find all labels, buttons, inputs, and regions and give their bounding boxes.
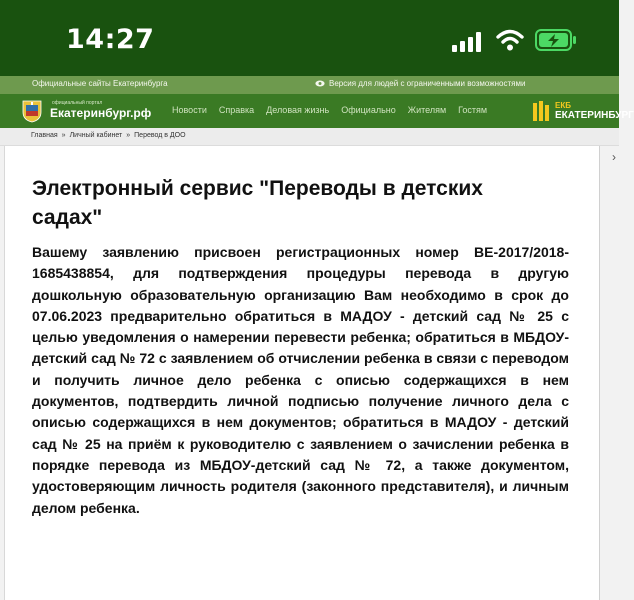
- breadcrumb-bar: [0, 128, 619, 146]
- content-panel: [4, 146, 600, 600]
- main-nav: [172, 105, 499, 115]
- page-title: Электронный сервис "Переводы в детских садах": [32, 177, 483, 229]
- topbar: [0, 76, 619, 94]
- status-time: 14:27: [66, 24, 155, 55]
- nav-item-news[interactable]: Новости: [172, 105, 207, 115]
- breadcrumb-home[interactable]: Главная: [31, 132, 58, 139]
- breadcrumb: [31, 132, 186, 139]
- nav-item-business[interactable]: Деловая жизнь: [266, 105, 330, 115]
- accessibility-link[interactable]: [315, 79, 525, 88]
- battery-charging-icon: [535, 29, 577, 51]
- eye-icon: [315, 80, 325, 87]
- nav-item-guests[interactable]: Гостям: [458, 105, 488, 115]
- ekaterinburg-logo[interactable]: [533, 99, 634, 123]
- registration-message: Вашему заявлению присвоен регистрационных номер ВЕ-2017/2018-1685438854, для подтверждения процедуры перевода в другую дошкольную образовательную организацию Вам необходимо в срок до 07.06.2023 предварительно обратиться в МАДОУ - детский сад № 25 с целью уведомления о намерении перевести ребенка; обратиться в МБДОУ-детский сад № 72 с заявлением об отчислении ребенка в связи с переводом и получить личное дело ребенка с описью содержащихся в нем документов, подтвердить личной подписью получение личного дела с описью содержащихся в нем документов; обратиться в МАДОУ - детский сад № 25 на приём к руководителю с заявлением о зачислении ребенка в порядке перевода из МБДОУ-детский сад № 72, а также документом, удостоверяющим личность родителя (законного представителя), и личным делом ребенка.: [32, 244, 569, 516]
- breadcrumb-account[interactable]: Личный кабинет: [69, 132, 123, 139]
- navbar: [0, 94, 634, 128]
- ekb-logo-line2: ЕКАТЕРИНБУРГ: [555, 110, 634, 121]
- nav-item-official[interactable]: Официально: [341, 105, 396, 115]
- status-bar: [0, 0, 619, 76]
- ekb-mark-icon: [533, 101, 551, 121]
- wifi-icon: [496, 29, 524, 51]
- breadcrumb-separator: »: [61, 132, 66, 139]
- right-gutter: [600, 146, 619, 600]
- official-sites-link[interactable]: Официальные сайты Екатеринбурга: [32, 79, 168, 88]
- city-crest-icon: [22, 99, 42, 123]
- nav-item-help[interactable]: Справка: [218, 105, 255, 115]
- site-logo[interactable]: Екатеринбург.рф: [50, 106, 152, 120]
- logo-subtitle: официальный портал: [52, 100, 103, 106]
- ekb-logo-line1: ЕКБ: [555, 101, 571, 110]
- cellular-signal-icon: [452, 32, 482, 52]
- accessibility-label: Версия для людей с ограниченными возможностями: [329, 79, 526, 88]
- breadcrumb-current: Перевод в ДОО: [134, 132, 186, 139]
- breadcrumb-separator: »: [126, 132, 131, 139]
- nav-item-residents[interactable]: Жителям: [407, 105, 447, 115]
- scroll-indicator-icon: ›: [612, 150, 616, 164]
